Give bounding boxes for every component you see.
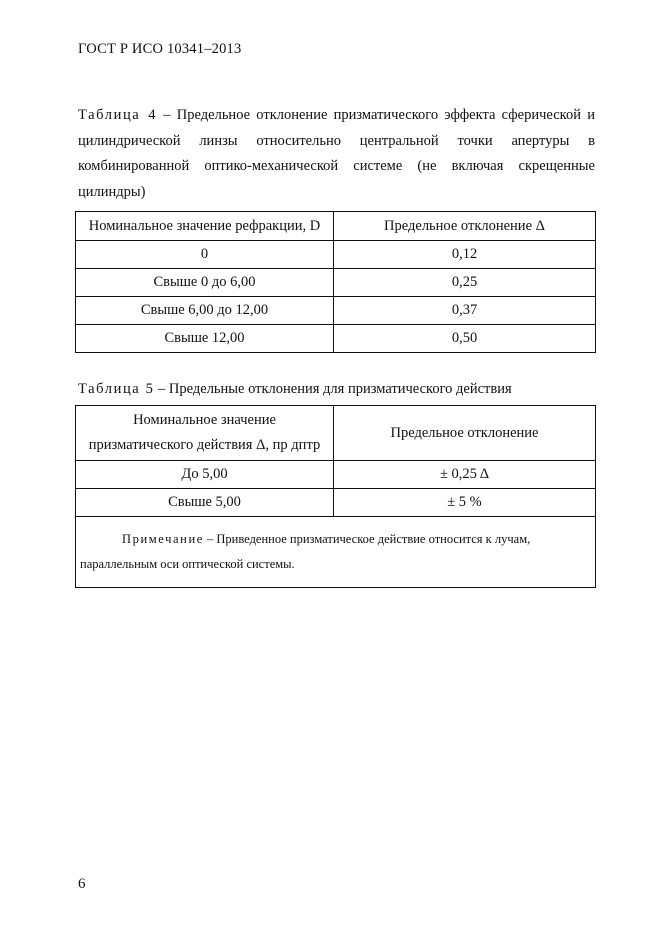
table5-label: Таблица 5 — [78, 381, 155, 397]
table-5 — [75, 405, 596, 588]
table5-note-label: Примечание — [122, 532, 204, 546]
table4-header-refraction: Номинальное значение рефракции, D — [76, 212, 334, 241]
table-row — [76, 461, 596, 489]
table5-note-text: – Приведенное призматическое действие относится к лучам, параллельным оси оптической системы. — [80, 532, 531, 571]
table4-label: Таблица 4 — [78, 107, 158, 123]
table5-header-nominal: Номинальное значение призматического действия Δ, пр дптр — [76, 406, 334, 461]
table5-cell-deviation: ± 5 % — [334, 489, 596, 517]
table5-cell-deviation: ± 0,25 Δ — [334, 461, 596, 489]
table4-cell-deviation: 0,50 — [334, 325, 596, 353]
table-4 — [75, 211, 596, 353]
document-header: ГОСТ Р ИСО 10341–2013 — [78, 41, 242, 57]
table5-header-deviation: Предельное отклонение — [334, 406, 596, 461]
table5-cell-nominal: До 5,00 — [76, 461, 334, 489]
table4-cell-deviation: 0,37 — [334, 297, 596, 325]
table5-caption-text: – Предельные отклонения для призматического действия — [154, 381, 512, 397]
table5-caption — [78, 377, 512, 402]
table-row — [76, 325, 596, 353]
table4-cell-deviation: 0,25 — [334, 269, 596, 297]
table5-header-row — [76, 406, 596, 461]
table4-cell-refraction: Свыше 12,00 — [76, 325, 334, 353]
table-row — [76, 489, 596, 517]
table4-header-row — [76, 212, 596, 241]
table4-caption-text: – Предельное отклонение призматического эффекта сферической и цилиндрической линзы относительно центральной точки апертуры в комбинированной оптико-механической системе (не включая скрещенные цилиндры) — [78, 107, 595, 200]
table-row — [76, 241, 596, 269]
table5-note — [76, 517, 596, 588]
table4-caption — [78, 103, 595, 205]
table4-cell-deviation: 0,12 — [334, 241, 596, 269]
table-row — [76, 269, 596, 297]
table5-cell-nominal: Свыше 5,00 — [76, 489, 334, 517]
table4-cell-refraction: Свыше 6,00 до 12,00 — [76, 297, 334, 325]
table-row — [76, 297, 596, 325]
page-number: 6 — [78, 876, 86, 892]
table4-header-deviation: Предельное отклонение Δ — [334, 212, 596, 241]
table5-note-row — [76, 517, 596, 588]
table4-cell-refraction: 0 — [76, 241, 334, 269]
table4-cell-refraction: Свыше 0 до 6,00 — [76, 269, 334, 297]
